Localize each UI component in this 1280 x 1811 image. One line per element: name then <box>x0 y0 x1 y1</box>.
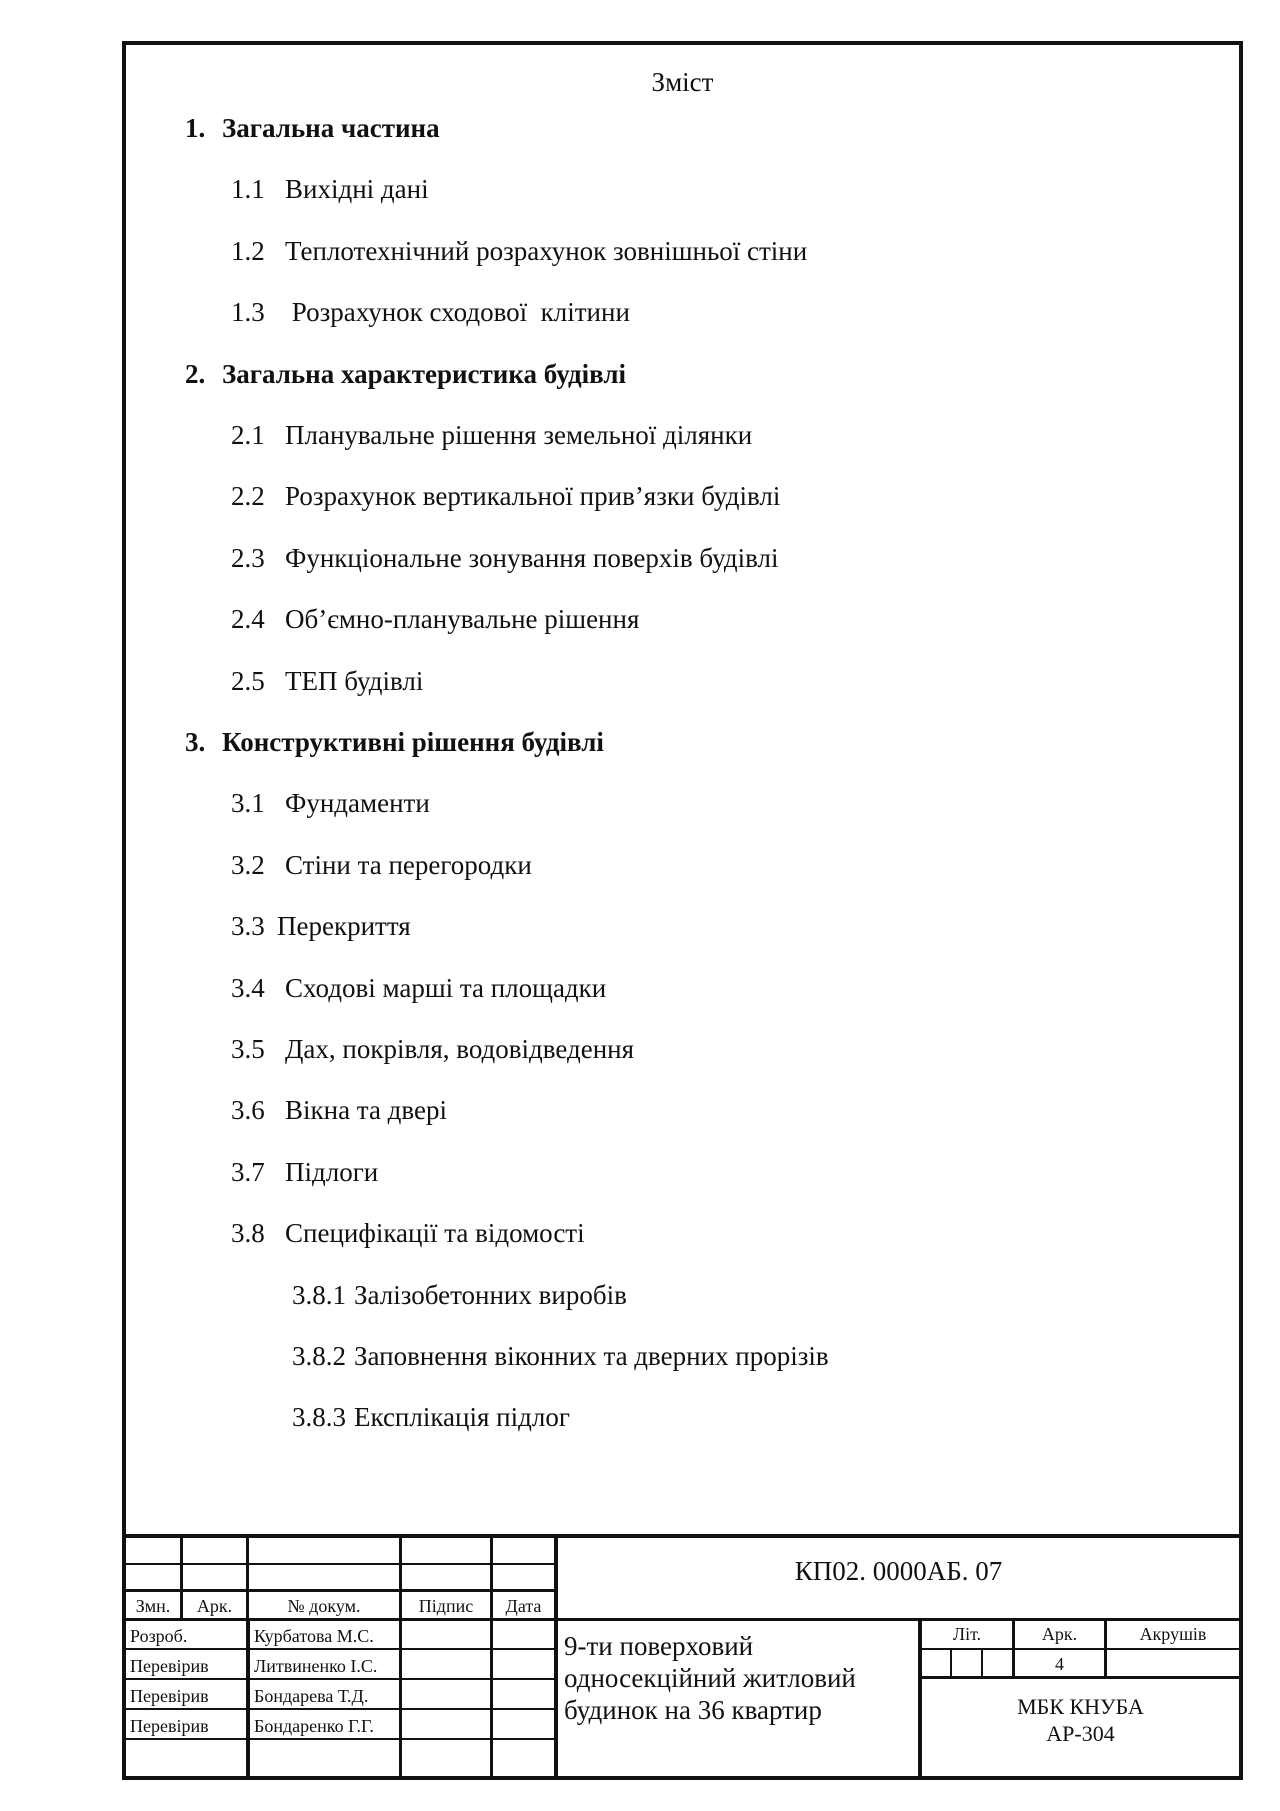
project-title-line: односекційний житловий <box>564 1663 856 1693</box>
col-header-document: № докум. <box>287 1596 361 1616</box>
sheets-total-label: Акрушів <box>1139 1624 1207 1644</box>
toc-entry-number: 2.4 <box>231 604 265 634</box>
toc-entry-title: Конструктивні рішення будівлі <box>222 727 604 757</box>
toc-entry-title: Специфікації та відомості <box>285 1218 585 1248</box>
sheet-number: 4 <box>1055 1654 1064 1674</box>
person-name: Бондарева Т.Д. <box>254 1686 369 1706</box>
toc-entry-number: 1.2 <box>231 236 265 266</box>
drawing-frame <box>122 41 1243 1780</box>
toc-entry-title: Загальна характеристика будівлі <box>222 359 627 389</box>
toc-entry-title: Залізобетонних виробів <box>354 1280 627 1310</box>
toc-entry-number: 2.1 <box>231 420 265 450</box>
stamp-line <box>246 1621 250 1780</box>
toc-entry <box>231 1034 634 1065</box>
toc-entry-number: 3.8 <box>231 1218 265 1248</box>
toc-entry-title: Заповнення віконних та дверних прорізів <box>354 1341 829 1371</box>
toc-entry <box>231 481 780 512</box>
toc-entry-title: Функціональне зонування поверхів будівлі <box>285 543 779 573</box>
page-title: Зміст <box>651 67 714 97</box>
toc-entry-title: Об’ємно-планувальне рішення <box>285 604 640 634</box>
toc-entry-title: Сходові марші та площадки <box>285 973 607 1003</box>
toc-entry-number: 3.8.2 <box>292 1341 346 1371</box>
letter-label: Літ. <box>952 1624 982 1644</box>
toc-entry-number: 3.6 <box>231 1095 265 1125</box>
toc-entry <box>231 174 429 205</box>
toc-entry-number: 1.1 <box>231 174 265 204</box>
toc-entry-title: Вихідні дані <box>285 174 429 204</box>
toc-entry-number: 2.5 <box>231 666 265 696</box>
toc-entry-title: Розрахунок вертикальної прив’язки будівлі <box>285 481 781 511</box>
toc-entry-number: 3.5 <box>231 1034 265 1064</box>
col-header-sheet: Арк. <box>196 1596 233 1616</box>
project-title-line: будинок на 36 квартир <box>564 1695 822 1725</box>
toc-entry-number: 3.8.3 <box>292 1402 346 1432</box>
stamp-line <box>920 1676 1239 1679</box>
toc-entry-number: 2.3 <box>231 543 265 573</box>
toc-entry <box>231 788 430 819</box>
role-developer: Розроб. <box>130 1626 188 1646</box>
toc-entry <box>292 1402 570 1433</box>
toc-entry <box>185 359 626 390</box>
toc-entry-title: Розрахунок сходової клітини <box>285 297 630 327</box>
title-block <box>126 1534 1239 1780</box>
toc-entry <box>231 911 411 942</box>
col-header-date: Дата <box>505 1596 542 1616</box>
group-code: АР-304 <box>1046 1721 1115 1746</box>
toc-entry-number: 2. <box>185 359 206 389</box>
role-checker: Перевірив <box>130 1656 209 1676</box>
toc-entry-number: 3.2 <box>231 850 265 880</box>
toc-entry-title: Теплотехнічний розрахунок зовнішньої стіни <box>285 236 808 266</box>
project-title-line: 9-ти поверховий <box>564 1631 754 1661</box>
toc-entry-title: Дах, покрівля, водовідведення <box>285 1034 635 1064</box>
toc-entry-number: 3. <box>185 727 206 757</box>
col-header-signature: Підпис <box>418 1596 474 1616</box>
toc-entry-title: Планувальне рішення земельної ділянки <box>285 420 753 450</box>
person-name: Литвиненко І.С. <box>254 1656 378 1676</box>
toc-entry <box>292 1341 829 1372</box>
stamp-line <box>399 1534 402 1780</box>
table-of-contents <box>126 45 1239 1776</box>
person-name: Бондаренко Г.Г. <box>254 1716 374 1736</box>
organization-name: МБК КНУБА <box>1017 1694 1144 1719</box>
person-name: Курбатова М.С. <box>254 1626 374 1646</box>
toc-entry <box>231 604 639 635</box>
role-checker: Перевірив <box>130 1686 209 1706</box>
toc-entry <box>185 113 440 144</box>
toc-entry-number: 2.2 <box>231 481 265 511</box>
toc-entry-number: 1. <box>185 113 206 143</box>
document-code: КП02. 0000АБ. 07 <box>794 1556 1003 1586</box>
toc-entry <box>185 727 604 758</box>
stamp-line <box>981 1648 983 1678</box>
toc-entry-number: 3.7 <box>231 1157 265 1187</box>
toc-entry <box>231 1218 585 1249</box>
toc-entry <box>231 543 779 574</box>
toc-entry-number: 3.8.1 <box>292 1280 346 1310</box>
toc-entry <box>231 850 532 881</box>
toc-entry-number: 3.4 <box>231 973 265 1003</box>
toc-entry <box>231 1095 447 1126</box>
stamp-line <box>920 1648 1239 1650</box>
stamp-line <box>950 1648 952 1678</box>
stamp-line <box>490 1534 493 1780</box>
toc-entry-title: Експлікація підлог <box>354 1402 570 1432</box>
sheet-label: Арк. <box>1041 1624 1078 1644</box>
stamp-line <box>126 1618 1239 1621</box>
toc-entry-number: 3.3 <box>231 911 265 941</box>
toc-entry <box>231 420 752 451</box>
toc-entry-title: Перекриття <box>277 911 411 941</box>
toc-entry-title: Загальна частина <box>222 113 440 143</box>
toc-entry <box>292 1280 627 1311</box>
toc-entry-number: 1.3 <box>231 297 265 327</box>
toc-entry-title: Вікна та двері <box>285 1095 447 1125</box>
toc-entry <box>231 973 606 1004</box>
toc-entry-title: ТЕП будівлі <box>285 666 424 696</box>
toc-entry-title: Підлоги <box>285 1157 379 1187</box>
toc-entry-title: Фундаменти <box>285 788 430 818</box>
toc-entry <box>231 297 630 328</box>
toc-entry-title: Стіни та перегородки <box>285 850 532 880</box>
role-checker: Перевірив <box>130 1716 209 1736</box>
toc-entry-number: 3.1 <box>231 788 265 818</box>
stamp-top-border <box>126 1534 1239 1538</box>
col-header-changes: Змн. <box>135 1596 171 1616</box>
toc-entry <box>231 1157 378 1188</box>
toc-entry <box>231 666 423 697</box>
toc-entry <box>231 236 807 267</box>
